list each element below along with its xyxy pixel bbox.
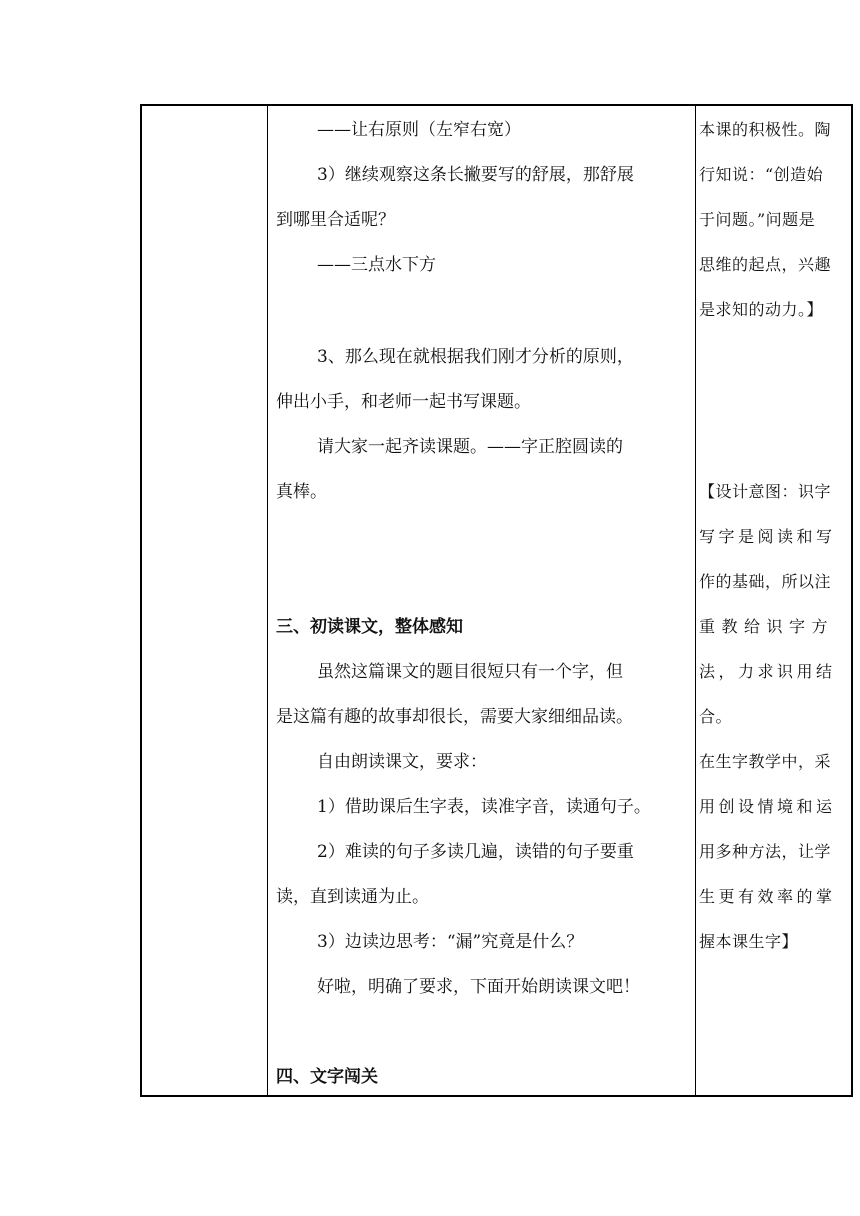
middle-line: 好啦，明确了要求，下面开始朗读课文吧！ bbox=[317, 977, 640, 997]
middle-line: 3）边读边思考：“漏”究竟是什么？ bbox=[317, 932, 584, 952]
design-note-line: 握本课生字】 bbox=[699, 932, 799, 951]
section-heading: 四、文字闯关 bbox=[276, 1067, 378, 1087]
middle-line: 伸出小手，和老师一起书写课题。 bbox=[276, 392, 531, 412]
middle-line: 3、那么现在就根据我们刚才分析的原则， bbox=[317, 347, 634, 367]
section-heading: 三、初读课文，整体感知 bbox=[276, 617, 463, 637]
column-divider-right bbox=[695, 106, 696, 1095]
design-note-line: 行知说：“创造始 bbox=[699, 165, 824, 184]
design-note-line: 用创设情境和运 bbox=[699, 797, 836, 816]
design-note-line: 于问题。”问题是 bbox=[699, 210, 816, 229]
lesson-table bbox=[140, 104, 853, 1097]
design-note-line: 作的基础，所以注 bbox=[699, 572, 832, 591]
design-note-line: 生更有效率的掌 bbox=[699, 887, 836, 906]
middle-line: 是这篇有趣的故事却很长，需要大家细细品读。 bbox=[276, 707, 633, 727]
design-note-line: 合。 bbox=[699, 707, 733, 726]
middle-line: 1）借助课后生字表，读准字音，读通句子。 bbox=[317, 797, 651, 817]
design-note-line: 写字是阅读和写 bbox=[699, 527, 836, 546]
column-divider-left bbox=[267, 106, 268, 1095]
middle-line: 虽然这篇课文的题目很短只有一个字，但 bbox=[317, 662, 623, 682]
middle-line: 到哪里合适呢？ bbox=[276, 210, 395, 230]
middle-line: 读，直到读通为止。 bbox=[276, 887, 429, 907]
design-note-line: 重教给识字方 bbox=[699, 617, 835, 636]
design-note-line: 在生字教学中，采 bbox=[699, 752, 832, 771]
middle-line: 请大家一起齐读课题。——字正腔圆读的 bbox=[317, 437, 623, 457]
design-note-line: 用多种方法，让学 bbox=[699, 842, 832, 861]
design-note-line: 【设计意图：识字 bbox=[699, 482, 832, 501]
design-note-line: 是求知的动力。】 bbox=[699, 300, 824, 319]
middle-line: ——三点水下方 bbox=[317, 255, 436, 275]
middle-line: 自由朗读课文，要求： bbox=[317, 752, 487, 772]
design-note-line: 思维的起点，兴趣 bbox=[699, 255, 832, 274]
design-note-line: 法，力求识用结 bbox=[699, 662, 836, 681]
middle-line: 真棒。 bbox=[276, 482, 327, 502]
middle-line: 2）难读的句子多读几遍，读错的句子要重 bbox=[317, 842, 634, 862]
design-note-line: 本课的积极性。陶 bbox=[699, 120, 832, 139]
middle-line: 3）继续观察这条长撇要写的舒展，那舒展 bbox=[317, 165, 634, 185]
middle-line: ——让右原则（左窄右宽） bbox=[317, 120, 521, 140]
